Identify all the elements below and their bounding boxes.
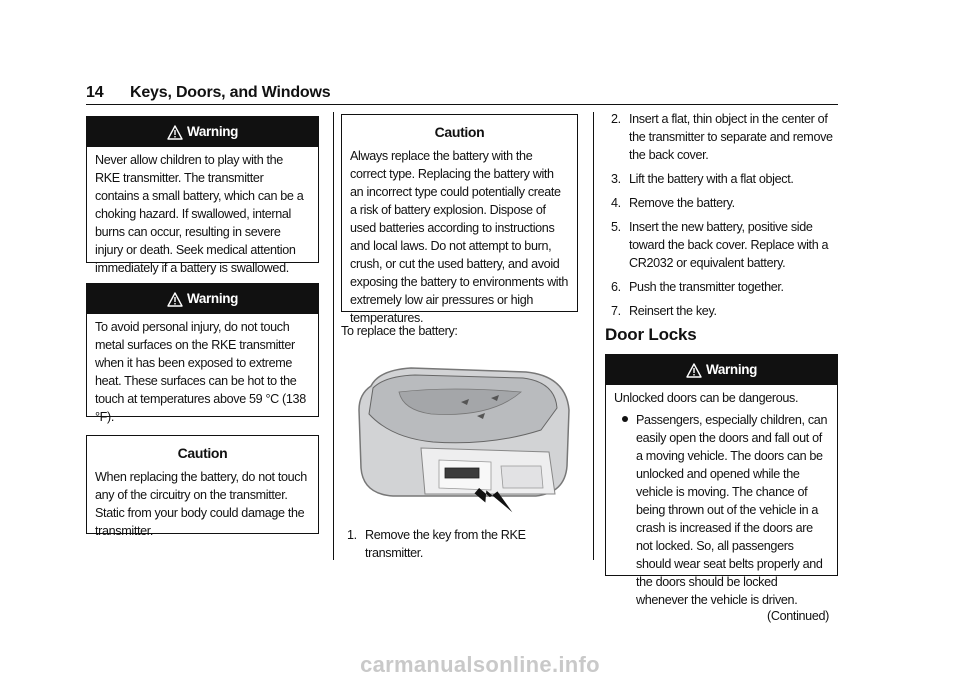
warning-title: Warning xyxy=(705,362,758,377)
door-locks-heading: Door Locks xyxy=(605,325,697,344)
warning-box-door-locks xyxy=(605,354,838,623)
warning-triangle-icon xyxy=(167,292,183,307)
step-text: Insert a flat, thin object in the center of the transmitter to separate and remove the back cover. xyxy=(629,112,833,162)
column-divider-right xyxy=(593,112,594,560)
bullet-item xyxy=(614,411,829,609)
warning-triangle-icon xyxy=(167,125,183,140)
section-title: Keys, Doors, and Windows xyxy=(130,84,331,101)
caution-text: Always replace the battery with the correct type. Replacing the battery with an incorrect type could potentially create a risk of battery explosion. Dispose of used batteries according to instructions and local laws. Do not attempt to burn, crush, or cut the used battery, and avoid exposing the battery to environments with extremely low air pressures or high temperatures. xyxy=(350,149,569,325)
middle-column xyxy=(341,114,578,568)
warning-header xyxy=(87,117,318,147)
step-number: 3. xyxy=(611,172,621,186)
step-number: 2. xyxy=(611,112,621,126)
warning-text: To avoid personal injury, do not touch metal surfaces on the RKE transmitter when it has been exposed to extreme heat. These surfaces can be hot to the touch at temperatures above 59 °C (138 °F). xyxy=(95,320,306,424)
warning-header xyxy=(606,355,837,385)
step-text: Reinsert the key. xyxy=(629,304,717,318)
caution-box-battery xyxy=(341,114,578,325)
page-number: 14 xyxy=(86,84,104,101)
caution-title: Caution xyxy=(177,445,228,461)
warning-box-children xyxy=(86,116,319,275)
step-text: Push the transmitter together. xyxy=(629,280,784,294)
header-rule xyxy=(86,104,838,105)
continued-label: (Continued) xyxy=(767,609,829,623)
warning-triangle-icon xyxy=(686,363,702,378)
battery-intro: To replace the battery: xyxy=(341,324,458,338)
step-item xyxy=(605,278,838,296)
warning-intro: Unlocked doors can be dangerous. xyxy=(614,391,799,405)
step-number: 6. xyxy=(611,280,621,294)
bullet-icon xyxy=(622,416,628,422)
step-number: 1. xyxy=(347,528,357,542)
step-text: Lift the battery with a flat object. xyxy=(629,172,794,186)
step-text: Remove the battery. xyxy=(629,196,735,210)
caution-box-circuitry xyxy=(86,435,319,538)
watermark: carmanualsonline.info xyxy=(360,652,600,677)
battery-steps-part1 xyxy=(341,526,578,562)
step-item xyxy=(605,194,838,212)
warning-header xyxy=(87,284,318,314)
left-column xyxy=(86,116,319,538)
step-text: Insert the new battery, positive side toward the back cover. Replace with a CR2032 or equivalent battery. xyxy=(629,220,829,270)
battery-steps-part2 xyxy=(605,110,838,320)
warning-title: Warning xyxy=(186,291,239,306)
step-item xyxy=(605,110,838,164)
step-item xyxy=(341,526,578,562)
column-divider-left xyxy=(333,112,334,560)
step-number: 7. xyxy=(611,304,621,318)
warning-box-heat xyxy=(86,283,319,424)
step-number: 5. xyxy=(611,220,621,234)
warning-title: Warning xyxy=(186,124,239,139)
right-column xyxy=(605,110,838,623)
key-fob-illustration xyxy=(341,348,578,518)
step-item xyxy=(605,218,838,272)
bullet-text: Passengers, especially children, can easily open the doors and fall out of a moving vehicle. The doors can be unlocked and opened while the vehicle is moving. The chance of being thrown out of the vehicle in a crash is increased if the doors are not locked. So, all passengers should wear seat belts properly and the doors should be locked whenever the vehicle is driven. xyxy=(636,413,828,607)
step-text: Remove the key from the RKE transmitter. xyxy=(365,528,526,560)
caution-text: When replacing the battery, do not touch any of the circuitry on the transmitter. Static from your body could damage the transmitter. xyxy=(95,470,307,538)
caution-title: Caution xyxy=(434,124,485,140)
warning-text: Never allow children to play with the RKE transmitter. The transmitter contains a small battery, which can be a choking hazard. If swallowed, internal burns can occur, resulting in severe injury or death. Seek medical attention immediately if a battery is swallowed. xyxy=(95,153,304,275)
step-number: 4. xyxy=(611,196,621,210)
step-item xyxy=(605,302,838,320)
step-item xyxy=(605,170,838,188)
